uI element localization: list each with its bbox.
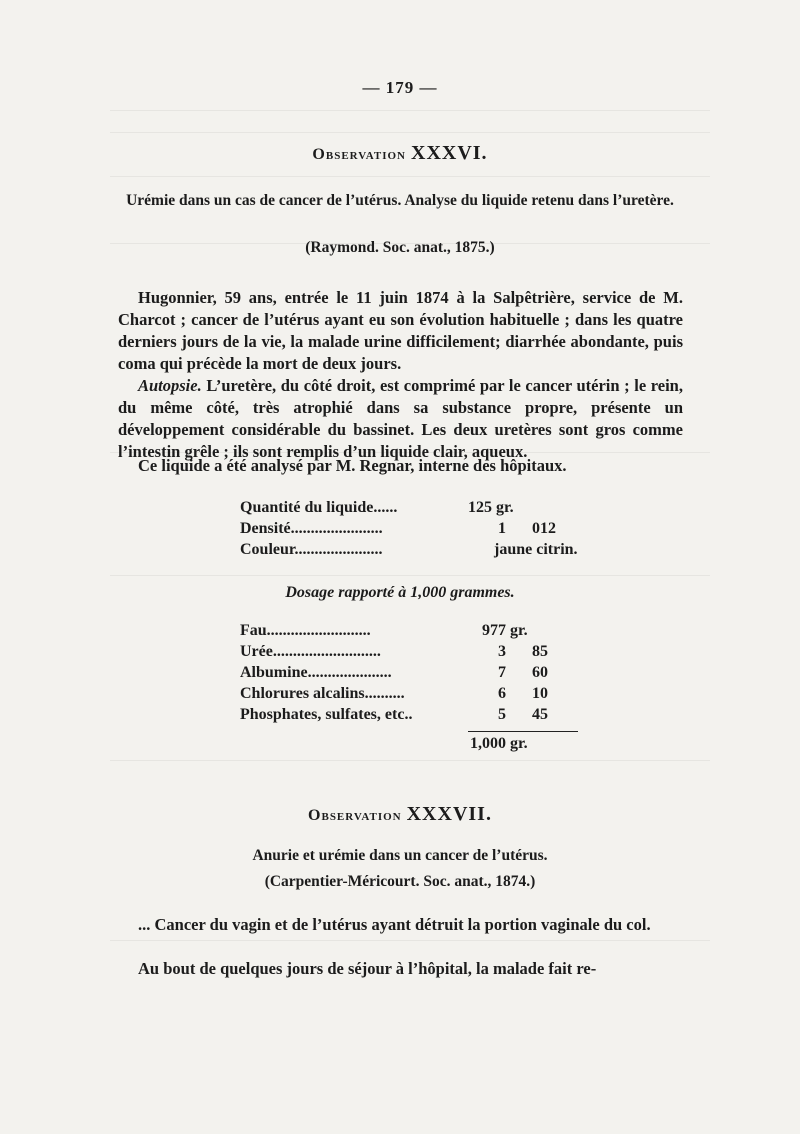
case-paragraph: Hugonnier, 59 ans, entrée le 11 juin 1874 à la Salpêtrière, service de M. Charcot ; cancer de l’utérus ayant eu son évolution habituelle ; dans les quatre derniers jours de la vie, la malade urine difficilement; diarrhée abondante, puis coma qui précède la mort de deux jours.	[118, 288, 683, 373]
dosage-value-dec: 45	[532, 706, 548, 723]
observation-subtitle: Urémie dans un cas de cancer de l’utérus. Analyse du liquide retenu dans l’uretère.	[126, 192, 674, 209]
dosage-label: Phosphates, sulfates, etc..	[240, 706, 413, 723]
observation-heading	[0, 142, 800, 165]
dosage-label: Urée...........................	[240, 643, 381, 660]
dosage-title: Dosage rapporté à 1,000 grammes.	[285, 584, 515, 601]
dosage-value-dec: 60	[532, 664, 548, 681]
autopsy-text: L’uretère, du côté droit, est comprimé par le cancer utérin ; le rein, du même côté, très atrophié dans sa substance propre, présente un développement considérable du bassinet. Les deux uretères sont gros comme l’intestin grêle ; ils sont remplis d’un liquide clair, aqueux.	[118, 376, 683, 461]
autopsy-paragraph	[118, 375, 683, 463]
dosage-value-int: 3	[498, 643, 506, 660]
observation-subtitle: Anurie et urémie dans un cancer de l’utérus.	[252, 847, 548, 864]
analysis-value: 125 gr.	[468, 499, 514, 516]
dosage-value-dec: gr.	[510, 622, 528, 639]
observation-label: Observation	[308, 807, 402, 824]
observation-number: XXXVI.	[411, 142, 488, 164]
case-paragraph: Au bout de quelques jours de séjour à l’hôpital, la malade fait re-	[138, 959, 597, 978]
bleed-line	[110, 110, 710, 111]
analysis-intro: Ce liquide a été analysé par M. Regnar, interne des hôpitaux.	[138, 456, 567, 475]
observation-number: XXXVII.	[406, 803, 492, 825]
dosage-total: 1,000 gr.	[470, 735, 528, 752]
dosage-label: Chlorures alcalins..........	[240, 685, 405, 702]
total-rule	[468, 731, 578, 732]
analysis-label: Densité.......................	[240, 520, 383, 537]
page-number: — 179 —	[362, 78, 438, 97]
bleed-line	[110, 940, 710, 941]
analysis-label: Couleur......................	[240, 541, 383, 558]
bleed-line	[110, 132, 710, 133]
case-paragraph: ... Cancer du vagin et de l’utérus ayant détruit la portion vaginale du col.	[138, 915, 651, 934]
observation-heading	[0, 803, 800, 826]
dosage-value-dec: 85	[532, 643, 548, 660]
analysis-value-int: 1	[498, 520, 506, 537]
dosage-value-int: 6	[498, 685, 506, 702]
dosage-value-int: 7	[498, 664, 506, 681]
analysis-value: jaune citrin.	[494, 541, 578, 558]
analysis-label: Quantité du liquide......	[240, 499, 398, 516]
dosage-value-int: 977	[482, 622, 506, 639]
observation-label: Observation	[312, 146, 406, 163]
bleed-line	[110, 760, 710, 761]
observation-source: (Carpentier-Méricourt. Soc. anat., 1874.)	[264, 873, 536, 890]
bleed-line	[110, 176, 710, 177]
dosage-value-int: 5	[498, 706, 506, 723]
autopsy-lead: Autopsie.	[138, 376, 202, 395]
bleed-line	[110, 575, 710, 576]
analysis-value-dec: 012	[532, 520, 556, 537]
observation-source: (Raymond. Soc. anat., 1875.)	[305, 239, 495, 256]
dosage-label: Albumine.....................	[240, 664, 392, 681]
dosage-label: Fau..........................	[240, 622, 371, 639]
dosage-value-dec: 10	[532, 685, 548, 702]
